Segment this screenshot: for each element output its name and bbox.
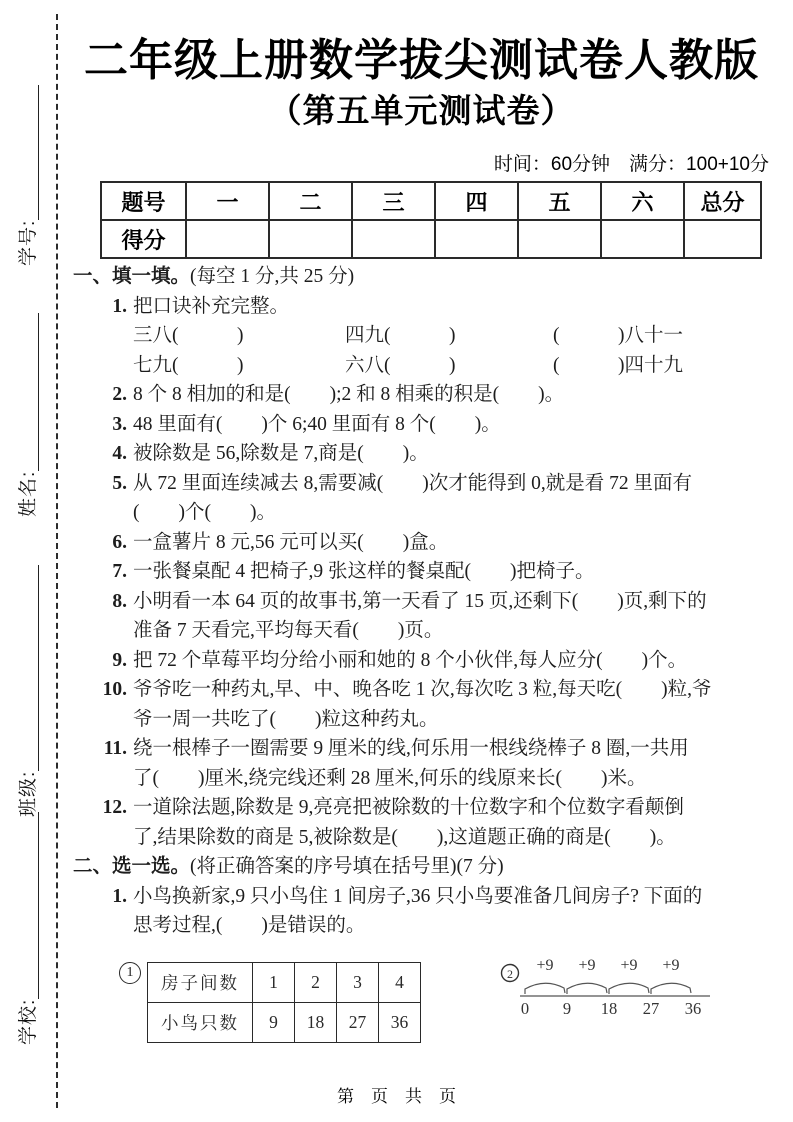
formula-row — [133, 351, 779, 381]
question-text: 被除数是 56,除数是 7,商是( )。 — [133, 443, 429, 464]
option1-cell: 18 — [295, 1003, 337, 1043]
jump-arc — [609, 983, 649, 994]
question-1-10 — [73, 675, 779, 734]
question-number: 2. — [112, 384, 127, 405]
question-text: 把口诀补充完整。 — [133, 295, 290, 317]
option1-table — [147, 962, 421, 1043]
score-header-cell: 三 — [352, 182, 435, 220]
tick-label: 27 — [642, 999, 660, 1018]
score-table-score-row — [101, 220, 761, 258]
score-empty-cell — [352, 220, 435, 258]
question-1-11 — [73, 734, 779, 793]
jump-arc — [567, 983, 607, 994]
name-label: 姓名: — [18, 470, 39, 517]
question-text: 一张餐桌配 4 把椅子,9 张这样的餐桌配( )把椅子。 — [133, 561, 595, 582]
question-text: 爷一周一共吃了( )粒这种药丸。 — [133, 708, 439, 730]
jump-label: +9 — [620, 957, 638, 974]
question-text: 从 72 里面连续减去 8,需要减( )次才能得到 0,就是看 72 里面有 — [133, 472, 692, 494]
score-empty-cell — [518, 220, 601, 258]
option1-cell: 27 — [337, 1003, 379, 1043]
section1-heading — [73, 262, 779, 292]
jump-label: +9 — [536, 957, 554, 974]
question-1-6 — [73, 528, 779, 558]
question-number: 1. — [112, 885, 127, 907]
question-1-4 — [73, 439, 779, 469]
question-area — [73, 262, 779, 941]
question-text: 准备 7 天看完,平均每天看( )页。 — [133, 620, 444, 641]
question-1-2 — [73, 380, 779, 410]
class-label: 班级: — [18, 770, 39, 817]
question-text: 绕一根棒子一圈需要 9 厘米的线,何乐用一根线绕棒子 8 圈,一共用 — [133, 738, 689, 759]
question-text: 爷爷吃一种药丸,早、中、晚各吃 1 次,每次吃 3 粒,每天吃( )粒,爷 — [133, 679, 712, 700]
score-header-cell: 六 — [601, 182, 684, 220]
question-text: 了( )厘米,绕完线还剩 28 厘米,何乐的线原来长( )米。 — [133, 767, 647, 789]
tick-label: 9 — [562, 999, 572, 1018]
score-header-cell: 题号 — [101, 182, 186, 220]
score-empty-cell — [186, 220, 269, 258]
question-text: 一盒薯片 8 元,56 元可以买( )盒。 — [133, 531, 449, 553]
question-1-1 — [73, 292, 779, 381]
question-text: 思考过程,( )是错误的。 — [133, 915, 366, 936]
section2-heading-bold: 二、选一选。 — [73, 856, 191, 877]
question-number: 5. — [112, 472, 127, 494]
score-empty-cell — [601, 220, 684, 258]
margin-field-student-number — [13, 85, 43, 266]
page-footer: 第 页 共 页 — [337, 1087, 456, 1106]
question-number: 3. — [112, 413, 127, 435]
option2-circled-number: 2 — [507, 967, 513, 981]
question-1-12 — [73, 793, 779, 852]
score-header-cell: 一 — [186, 182, 269, 220]
question-1-7 — [73, 557, 779, 587]
question-text: 48 里面有( )个 6;40 里面有 8 个( )。 — [133, 413, 501, 435]
section2-heading — [73, 852, 779, 882]
section1-heading-bold: 一、填一填。 — [73, 266, 191, 287]
margin-field-name — [13, 313, 43, 517]
formula-blank: 三八( ) — [133, 325, 244, 346]
question-text: 8 个 8 相加的和是( );2 和 8 相乘的积是( )。 — [133, 384, 565, 405]
student-number-blank — [38, 85, 39, 220]
option1-cell: 9 — [253, 1003, 295, 1043]
question-text: 把 72 个草莓平均分给小丽和她的 8 个小伙伴,每人应分( )个。 — [133, 649, 688, 671]
name-blank — [38, 313, 39, 471]
question-text: 一道除法题,除数是 9,亮亮把被除数的十位数字和个位数字看颠倒 — [133, 797, 684, 818]
section2-heading-rest: (将正确答案的序号填在括号里)(7 分) — [190, 856, 504, 877]
time-score-info: 时间：60分钟 满分：100+10分 — [493, 154, 769, 175]
option1-cell: 1 — [253, 963, 295, 1003]
score-row-label: 得分 — [101, 220, 186, 258]
score-header-cell: 总分 — [684, 182, 761, 220]
score-header-cell: 五 — [518, 182, 601, 220]
formula-blank: 四九( ) — [345, 325, 456, 346]
question-text: 小鸟换新家,9 只小鸟住 1 间房子,36 只小鸟要准备几间房子? 下面的 — [133, 885, 703, 907]
option1-cell: 36 — [379, 1003, 421, 1043]
option1-row-label: 小鸟只数 — [148, 1003, 253, 1043]
option1-circled-number: 1 — [119, 962, 141, 984]
option1-table-row-houses — [148, 963, 421, 1003]
question-1-5 — [73, 469, 779, 528]
question-number: 12. — [102, 797, 127, 818]
question-text: 小明看一本 64 页的故事书,第一天看了 15 页,还剩下( )页,剩下的 — [133, 590, 707, 612]
question-number: 6. — [112, 531, 127, 553]
section1-heading-rest: (每空 1 分,共 25 分) — [190, 266, 355, 287]
binding-dashed-line — [56, 14, 58, 1108]
margin-field-school — [13, 812, 43, 1045]
formula-blank: 六八( ) — [345, 354, 456, 376]
option1-cell: 3 — [337, 963, 379, 1003]
option1-cell: 4 — [379, 963, 421, 1003]
question-text: 了,结果除数的商是 5,被除数是( ),这道题正确的商是( )。 — [133, 826, 676, 848]
option1-row-label: 房子间数 — [148, 963, 253, 1003]
score-empty-cell — [269, 220, 352, 258]
question-text: ( )个( )。 — [133, 502, 276, 523]
question-number: 1. — [112, 295, 127, 317]
student-number-label: 学号: — [18, 219, 39, 266]
formula-blank: ( )八十一 — [553, 325, 683, 346]
tick-label: 0 — [520, 999, 530, 1018]
question-number: 7. — [112, 561, 127, 582]
score-empty-cell — [435, 220, 518, 258]
page-title: 二年级上册数学拔尖测试卷人教版 — [84, 36, 759, 85]
score-header-cell: 四 — [435, 182, 518, 220]
jump-label: +9 — [662, 957, 680, 974]
option1-table-row-birds — [148, 1003, 421, 1043]
question-number: 8. — [112, 590, 127, 612]
question-1-3 — [73, 410, 779, 440]
question-number: 9. — [112, 649, 127, 671]
question-1-8 — [73, 587, 779, 646]
jump-arc — [651, 983, 691, 994]
margin-field-class — [13, 565, 43, 817]
tick-label: 18 — [600, 999, 618, 1018]
question-1-9 — [73, 646, 779, 676]
option1-cell: 2 — [295, 963, 337, 1003]
score-empty-cell — [684, 220, 761, 258]
score-table-header-row — [101, 182, 761, 220]
formula-blank: 七九( ) — [133, 354, 244, 376]
option2-numberline-figure — [494, 955, 716, 1019]
score-header-cell: 二 — [269, 182, 352, 220]
question-number: 4. — [112, 443, 127, 464]
school-blank — [38, 812, 39, 999]
question-2-1 — [73, 882, 779, 941]
score-table — [100, 181, 762, 259]
jump-label: +9 — [578, 957, 596, 974]
class-blank — [38, 565, 39, 771]
school-label: 学校: — [18, 998, 39, 1045]
formula-blank: ( )四十九 — [553, 354, 683, 376]
formula-row — [133, 321, 779, 351]
jump-arc — [525, 983, 565, 994]
tick-label: 36 — [684, 999, 702, 1018]
page-subtitle: （第五单元测试卷） — [268, 92, 575, 129]
question-number: 11. — [103, 738, 127, 759]
question-number: 10. — [102, 679, 127, 700]
